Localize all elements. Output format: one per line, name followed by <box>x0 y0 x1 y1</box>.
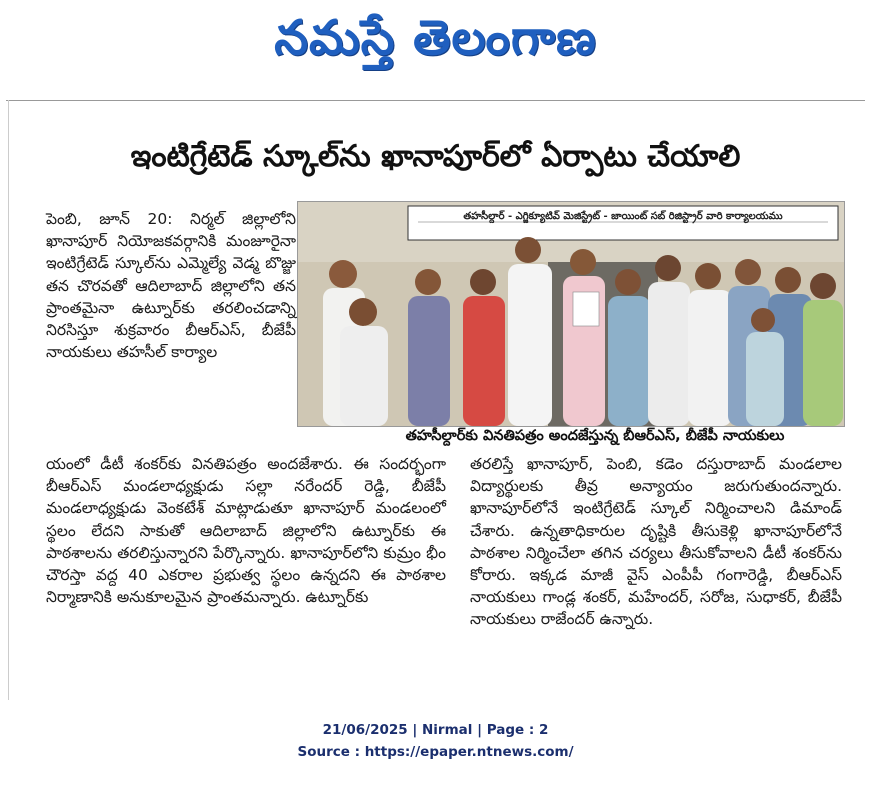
article-body-right: తరలిస్తే ఖానాపూర్, పెంబి, కడెం దస్తురాబాద్ మండలాల విద్యార్థులకు తీవ్ర అన్యాయం జరుగుతుందన్నారు. ఖానాపూర్‌లోనే ఇంటిగ్రేటెడ్ స్కూల్ నిర్మించాలని డిమాండ్ చేశారు. ఉన్నతాధికారుల దృష్టికి తీసుకెళ్లి ఖానాపూర్‌లోనే పాఠశాల నిర్మించేలా తగిన చర్యలు తీసుకోవాలని డీటీ శంకర్‌ను కోరారు. ఇక్కడ మాజీ వైస్ ఎంపీపీ గంగారెడ్డి, బీఆర్ఎస్ నాయకులు గాండ్ల శంకర్, మహేందర్, సరోజ, సుధాకర్, బీజేపీ నాయకులు రాజేందర్ ఉన్నారు. <box>470 455 842 629</box>
article-intro-column <box>46 208 296 363</box>
page-footer <box>0 719 871 763</box>
photo-illustration <box>298 202 844 426</box>
article-headline: ఇంటిగ్రేటెడ్ స్కూల్‌ను ఖానాపూర్‌లో ఏర్పాటు చేయాలి <box>130 139 741 174</box>
office-sign-text: తహసీల్దార్ - ఎగ్జిక్యూటివ్ మెజిస్ట్రేట్ - జాయింట్ సబ్ రిజిస్ట్రార్ వారి కార్యాలయము <box>463 211 783 222</box>
photo-caption: తహసీల్దార్‌కు వినతిపత్రం అందజేస్తున్న బీఆర్ఎస్, బీజేపీ నాయకులు <box>405 428 785 444</box>
newspaper-masthead: నమస్తే తెలంగాణ <box>274 10 597 66</box>
article-photo <box>297 201 845 427</box>
masthead-divider <box>6 100 865 101</box>
footer-source-link[interactable]: Source : https://epaper.ntnews.com/ <box>297 744 574 760</box>
article-body-left: యంలో డీటీ శంకర్‌కు వినతిపత్రం అందజేశారు. ఈ సందర్భంగా బీఆర్ఎస్ మండలాధ్యక్షుడు సల్లా నరేందర్ రెడ్డి, బీజేపీ మండలాధ్యక్షుడు వెంకటేశ్ మాట్లాడుతూ ఖానాపూర్ మండలంలో స్థలం లేదని సాకుతో ఆదిలాబాద్ జిల్లాలోని ఉట్నూర్‌కు ఈ పాఠశాలను తరలిస్తున్నారని పేర్కొన్నారు. ఖానాపూర్‌లోని కుమ్రం భీం చౌరస్తా వద్ద 40 ఎకరాల ప్రభుత్వ స్థలం ఉన్నదని ఈ పాఠశాల నిర్మాణానికి అనుకూలమైన ప్రాంతమన్నారు. ఉట్నూర్‌కు <box>46 455 446 607</box>
article-body-left-column <box>46 453 446 608</box>
page-left-border <box>8 100 9 700</box>
footer-date-edition: 21/06/2025 | Nirmal | Page : 2 <box>322 722 549 738</box>
article-intro: పెంబి, జూన్ 20: నిర్మల్ జిల్లాలోని ఖానాపూర్ నియోజకవర్గానికి మంజూరైనా ఇంటిగ్రేటెడ్ స్కూల్‌ను ఎమ్మెల్యే వెడ్మ బొజ్జు తన చొరవతో ఆదిలాబాద్ జిల్లాలోని తన ప్రాంతమైనా ఉట్నూర్‌కు తరలించడాన్ని నిరసిస్తూ శుక్రవారం బీఆర్ఎస్, బీజేపీ నాయకులు తహసీల్ కార్యాల <box>46 210 296 362</box>
article-body-right-column <box>470 453 842 631</box>
